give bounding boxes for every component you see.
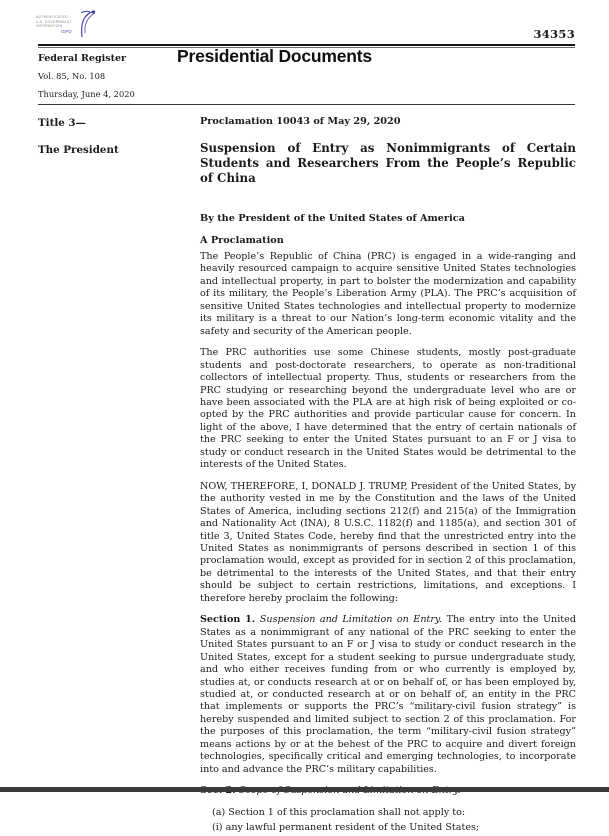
masthead-bottom-rule <box>38 104 575 105</box>
section-1-label: Section 1. <box>200 614 260 626</box>
subheading: A Proclamation <box>200 235 284 246</box>
issue-date: Thursday, June 4, 2020 <box>38 89 135 99</box>
gpo-logo-mark: GPO <box>61 28 72 34</box>
section-1-title: Suspension and Limitation on Entry. <box>259 614 447 626</box>
section-2-item-i: (i) any lawful permanent resident of the United States; <box>212 821 480 833</box>
title-name: The President <box>38 144 119 156</box>
gpo-authenticated-logo <box>36 9 98 39</box>
gpo-logo-line: INFORMATION <box>36 24 63 29</box>
section-1-paragraph <box>200 614 576 776</box>
page-number: 34353 <box>533 27 575 41</box>
section-2-item-a: (a) Section 1 of this proclamation shall not apply to: <box>212 806 466 818</box>
gpo-logo-text <box>36 9 72 34</box>
paragraph: The People’s Republic of China (PRC) is engaged in a wide-ranging and heavily resourced campaign to acquire sensitive United States technologies and intellectual property, in part to bolster the modernization and capability of its military, the People’s Liberation Army (PLA). The PRC’s acquisition of sensitive United States technologies and intellectual property to modernize its military is a threat to our Nation’s long-term economic vitality and the safety and security of the American people. <box>200 251 576 337</box>
byline: By the President of the United States of America <box>200 213 465 224</box>
gpo-eagle-swoosh-icon <box>70 9 98 39</box>
paragraph: NOW, THEREFORE, I, DONALD J. TRUMP, President of the United States, by the authority vested in me by the Constitution and the laws of the United States of America, including sections 212(f) and 215(a) of the Immigration and Nationality Act (INA), 8 U.S.C. 1182(f) and 1185(a), and section 301 of title 3, United States Code, hereby find that the unrestricted entry into the United States as nonimmigrants of persons described in section 1 of this proclamation would, except as provided for in section 2 of this proclamation, be detrimental to the interests of the United States, and that their entry should be subject to certain restrictions, limitations, and exceptions. I therefore hereby proclaim the following: <box>200 480 576 604</box>
page-bottom-edge <box>0 787 609 792</box>
gpo-logo-line: AUTHENTICATED <box>36 15 68 19</box>
proclamation-body <box>200 116 576 836</box>
masthead <box>38 53 135 99</box>
paragraph: The PRC authorities use some Chinese students, mostly post-graduate students and post-doctorate researchers, to operate as non-traditional collectors of intellectual property. Thus, students or researchers from the PRC studying or researching beyond the undergraduate level who are or have been associated with the PLA are at high risk of being exploited or co-opted by the PRC authorities and provide particular cause for concern. In light of the above, I have determined that the entry of certain nationals of the PRC seeking to enter the United States pursuant to an F or J visa to study or conduct research in the United States would be detrimental to the interests of the United States. <box>200 347 576 471</box>
volume-line: Vol. 85, No. 108 <box>38 71 106 81</box>
title-number: Title 3— <box>38 117 86 129</box>
publication-title: Federal Register <box>38 53 127 64</box>
title-sidebar <box>38 117 119 156</box>
section-1-text: The entry into the United States as a nonimmigrant of any national of the PRC seeking to enter the United States pursuant to an F or J visa to study or conduct research in the United States, except for a student seeking to pursue undergraduate study, and who either receives funding from or who currently is employed by, studies at, or conducts research at or on behalf of, or has been employed by, studied at, or conducted research at or on behalf of, an entity in the PRC that implements or supports the PRC’s “military-civil fusion strategy” is hereby suspended and limited subject to section 2 of this proclamation. For the purposes of this proclamation, the term “military-civil fusion strategy” means actions by or at the behest of the PRC to acquire and divert foreign technologies, specifically critical and emerging technologies, to incorporate into and advance the PRC’s military capabilities. <box>200 614 576 775</box>
proclamation-number-line: Proclamation 10043 of May 29, 2020 <box>200 116 401 127</box>
proclamation-heading: Suspension of Entry as Nonimmigrants of Certain Students and Researchers From the People’s Republic of China <box>200 141 576 185</box>
gpo-logo-line: U.S. GOVERNMENT <box>36 19 72 24</box>
section-title: Presidential Documents <box>177 46 372 66</box>
